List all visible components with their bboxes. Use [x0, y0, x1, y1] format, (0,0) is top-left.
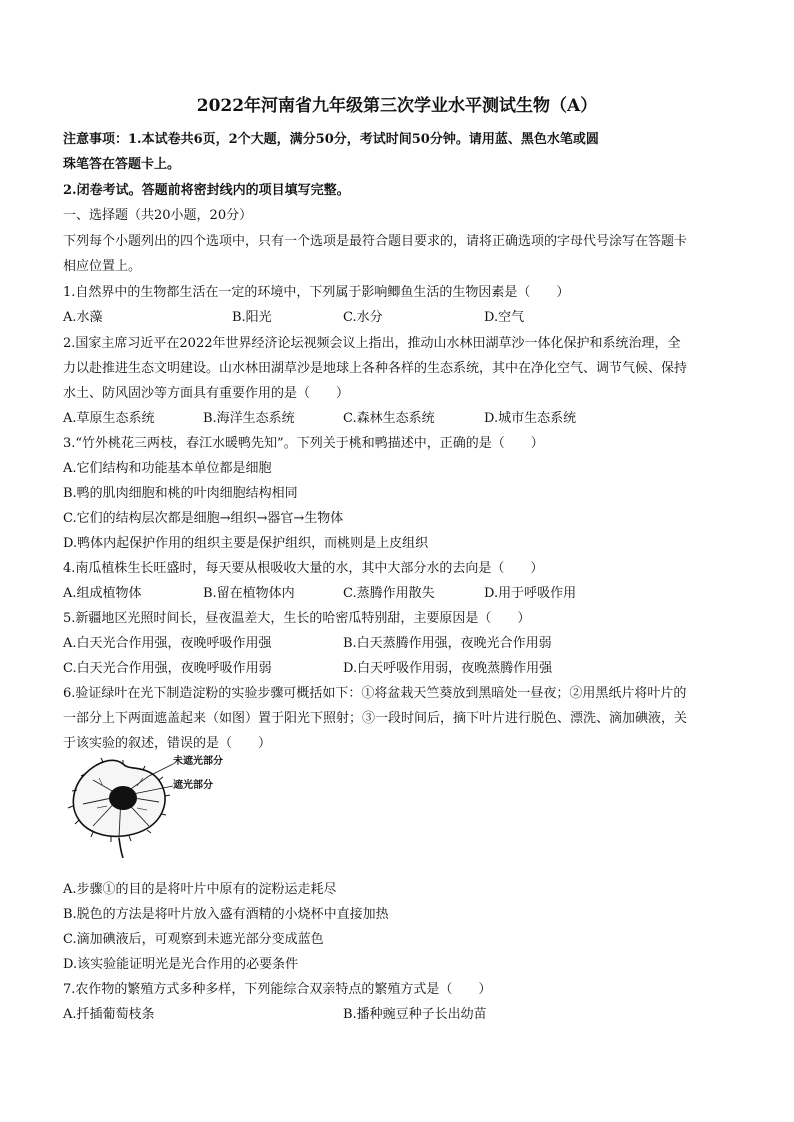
q6-option-b: B.脱色的方法是将叶片放入盛有酒精的小烧杯中直接加热 [63, 907, 389, 922]
label-covered-part: 遮光部分 [173, 780, 213, 791]
q5-option-b: B.白天蒸腾作用强，夜晚光合作用弱 [343, 636, 552, 651]
q4-option-c: C.蒸腾作用散失 [343, 586, 435, 601]
covered-region [109, 786, 137, 810]
q6-stem-3: 于该实验的叙述，错误的是（ ） [63, 736, 272, 751]
q6-stem-1: 6.验证绿叶在光下制造淀粉的实验步骤可概括如下：①将盆栽天竺葵放到黑暗处一昼夜；②用黑纸片将叶片的 [63, 686, 687, 701]
leaf-illustration [63, 746, 253, 858]
leaf-figure [63, 746, 253, 858]
q5-option-d: D.白天呼吸作用弱，夜晚蒸腾作用强 [343, 661, 553, 676]
q6-option-c: C.滴加碘液后，可观察到未遮光部分变成蓝色 [63, 932, 324, 947]
q3-option-a: A.它们结构和功能基本单位都是细胞 [63, 461, 272, 476]
q2-stem-3: 水土、防风固沙等方面具有重要作用的是（ ） [63, 386, 350, 401]
q1-option-d: D.空气 [484, 310, 525, 325]
q6-option-d: D.该实验能证明光是光合作用的必要条件 [63, 957, 299, 972]
notes-line-1: 注意事项：1.本试卷共6页，2个大题，满分50分，考试时间50分钟。请用蓝、黑色水笔或圆 [63, 132, 599, 147]
q4-stem: 4.南瓜植株生长旺盛时，每天要从根吸收大量的水，其中大部分水的去向是（ ） [63, 561, 544, 576]
notes-line-3: 2.闭卷考试。答题前将密封线内的项目填写完整。 [63, 183, 350, 198]
page-title: 2022年河南省九年级第三次学业水平测试生物（A） [196, 96, 598, 116]
q2-option-b: B.海洋生态系统 [203, 411, 295, 426]
section-heading: 一、选择题（共20小题，20分） [63, 208, 253, 223]
q2-option-c: C.森林生态系统 [343, 411, 435, 426]
q6-option-a: A.步骤①的目的是将叶片中原有的淀粉运走耗尽 [63, 882, 337, 897]
q5-option-c: C.白天光合作用强，夜晚呼吸作用弱 [63, 661, 272, 676]
q2-stem-1: 2.国家主席习近平在2022年世界经济论坛视频会议上指出，推动山水林田湖草沙一体化保护和系统治理，全 [63, 336, 681, 351]
q7-option-a: A.扦插葡萄枝条 [63, 1007, 155, 1022]
section-instruction-2: 相应位置上。 [63, 259, 142, 274]
q4-option-d: D.用于呼吸作用 [484, 586, 577, 601]
section-instruction-1: 下列每个小题列出的四个选项中，只有一个选项是最符合题目要求的，请将正确选项的字母代号涂写在答题卡 [63, 234, 688, 249]
q7-option-b: B.播种豌豆种子长出幼苗 [343, 1007, 487, 1022]
q1-option-b: B.阳光 [232, 310, 272, 325]
q1-option-c: C.水分 [343, 310, 383, 325]
q7-stem: 7.农作物的繁殖方式多种多样，下列能综合双亲特点的繁殖方式是（ ） [63, 982, 492, 997]
q5-stem: 5.新疆地区光照时间长，昼夜温差大，生长的哈密瓜特别甜，主要原因是（ ） [63, 611, 531, 626]
q1-stem: 1.自然界中的生物都生活在一定的环境中，下列属于影响鲫鱼生活的生物因素是（ ） [63, 285, 570, 300]
q5-option-a: A.白天光合作用强，夜晚呼吸作用强 [63, 636, 272, 651]
q3-option-b: B.鸭的肌肉细胞和桃的叶肉细胞结构相同 [63, 486, 298, 501]
q1-option-a: A.水藻 [63, 310, 103, 325]
q6-stem-2: 一部分上下两面遮盖起来（如图）置于阳光下照射；③一段时间后，摘下叶片进行脱色、漂洗、滴加碘液，关 [63, 711, 688, 726]
q4-option-a: A.组成植物体 [63, 586, 142, 601]
q2-option-d: D.城市生态系统 [484, 411, 577, 426]
q3-option-c: C.它们的结构层次都是细胞→组织→器官→生物体 [63, 511, 344, 526]
q2-stem-2: 力以赴推进生态文明建设。山水林田湖草沙是地球上各种各样的生态系统，其中在净化空气、调节气候、保持 [63, 361, 688, 376]
q3-option-d: D.鸭体内起保护作用的组织主要是保护组织，而桃则是上皮组织 [63, 536, 429, 551]
leaf-petiole [119, 838, 123, 858]
q2-option-a: A.草原生态系统 [63, 411, 155, 426]
q3-stem: 3.“竹外桃花三两枝，春江水暖鸭先知”。下列关于桃和鸭描述中，正确的是（ ） [63, 436, 544, 451]
label-uncovered-part: 未遮光部分 [173, 756, 223, 767]
q4-option-b: B.留在植物体内 [203, 586, 295, 601]
notes-line-2: 珠笔答在答题卡上。 [63, 157, 181, 172]
